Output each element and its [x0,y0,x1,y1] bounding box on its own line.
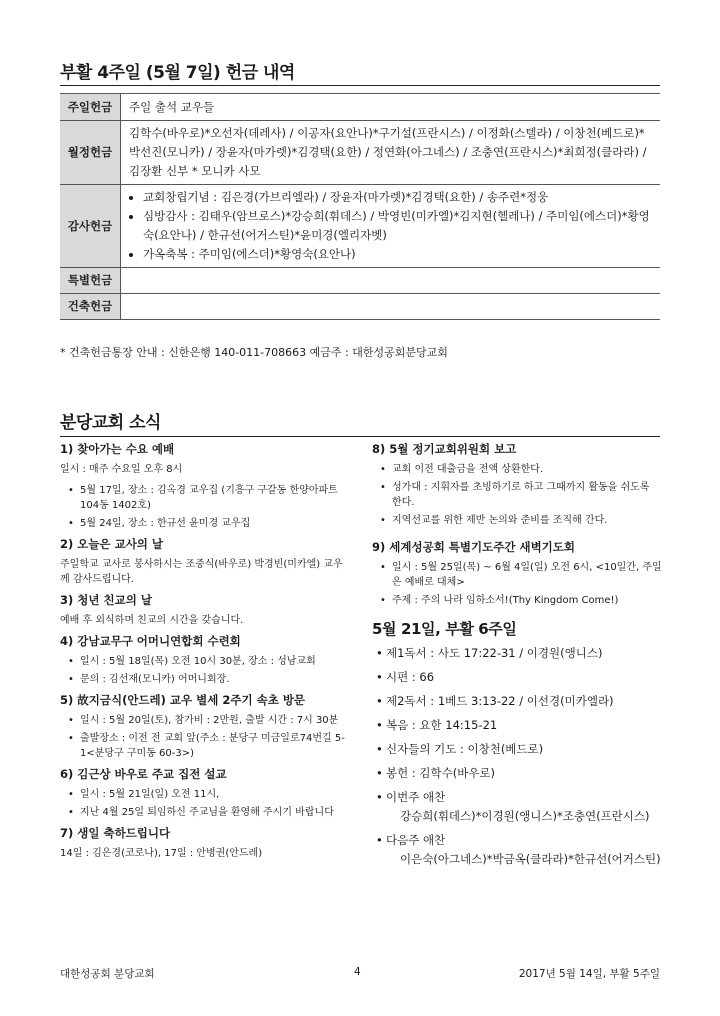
list-item: • 성가대 : 지휘자를 초빙하기로 하고 그때까지 활동을 쉬도록 한다. [382,480,662,510]
news-heading: 6) 김근상 바우로 주교 집전 설교 [60,767,227,781]
footer-church: 대한성공회 분당교회 [60,968,155,980]
title-rule [60,436,660,437]
news-heading: 9) 세계성공회 특별기도주간 새벽기도회 [372,540,576,554]
table-row [60,185,660,268]
title-rule [60,85,660,86]
news-list [60,713,350,761]
list-item: • 교회창립기념 : 김은경(가브리엘라) / 장윤자(마가렛)*김경택(요한) / 송주련*정웅 [143,188,652,207]
row-label: 주일헌금 [60,94,121,121]
table-row [60,294,660,320]
table-row [60,94,660,121]
news-list [60,787,350,820]
list-item: • 주제 : 주의 나라 임하소서!(Thy Kingdom Come!) [382,593,662,608]
next-week-names: 이은숙(아그네스)*박금옥(클라라)*한규선(어거스틴) [400,852,661,866]
list-item [376,789,662,825]
list-item: • 일시 : 5월 25일(목) ~ 6월 4일(일) 오전 6시, <10일간, 주일은 예배로 대체> [382,560,662,590]
row-label: 건축헌금 [60,294,121,320]
offering-table [60,93,660,320]
list-item: • 5월 17일, 장소 : 김옥경 교우집 (기흥구 구갈동 한양아파트 104동 1402호) [70,483,350,513]
table-row [60,268,660,294]
this-week-label: • 이번주 애찬 [386,790,446,804]
list-item: • 5월 24일, 장소 : 한규선 윤미경 교우집 [70,516,350,531]
news-heading: 5) 故지금식(안드레) 교우 별세 2주기 속초 방문 [60,693,306,707]
offering-title: 부활 4주일 (5월 7일) 헌금 내역 [60,63,295,83]
row-content: 김학수(바우로)*오선자(데레사) / 이공자(요안나)*구기설(프란시스) / 이정화(스텔라) / 이창천(베드로)* 박선진(모니카) / 장윤자(마가렛)*김경택(요한) / 정연화(아그네스) / 조충연(프란시스)*최희정(클라라) / 김장환 신부 * 모니카 사모 [121,121,661,185]
row-label: 감사헌금 [60,185,121,268]
next-week-label: • 다음주 애찬 [386,833,446,847]
news-list [60,654,350,687]
list-item: • 시편 : 66 [376,669,662,686]
news-heading: 8) 5월 정기교회위원회 보고 [372,442,517,456]
news-text: 주일학교 교사로 봉사하시는 조중식(바우로) 박경빈(미카엘) 교우께 감사드립니다. [60,559,343,585]
list-item [376,832,662,868]
liturgy-list [372,645,662,868]
row-content [121,268,661,294]
list-item: • 제1독서 : 사도 17:22-31 / 이경원(앵니스) [376,645,662,662]
row-content: 주일 출석 교우들 [121,94,661,121]
account-note: * 건축헌금통장 안내 : 신한은행 140-011-708663 예금주 : 대한성공회분당교회 [60,346,448,359]
this-week-names: 강승희(휘데스)*이경원(앵니스)*조충연(프란시스) [400,809,650,823]
list-item: • 지난 4월 25일 퇴임하신 주교님을 환영해 주시기 바랍니다 [70,805,350,820]
news-heading: 2) 오늘은 교사의 날 [60,537,164,551]
news-heading: 1) 찾아가는 수요 예배 [60,442,175,456]
news-text: 14일 : 김은경(코로나), 17일 : 안병권(안드레) [60,848,263,859]
list-item: • 신자들의 기도 : 이창천(베드로) [376,741,662,758]
next-sunday-title: 5월 21일, 부활 6주일 [372,620,517,638]
row-label: 월정헌금 [60,121,121,185]
news-heading: 3) 청년 친교의 날 [60,593,152,607]
list-item: • 문의 : 김선재(모니카) 어머니회장. [70,672,350,687]
row-content [121,185,661,268]
page-number: 4 [354,966,361,978]
list-item: • 심방감사 : 김태우(암브로스)*강승희(휘데스) / 박영빈(미카엘)*김지현(헬레나) / 주미임(에스더)*황영숙(요안나) / 한규선(어거스틴)*윤미경(엘리자벳) [143,207,652,245]
news-list [60,483,350,531]
news-right-column [372,442,662,875]
news-title: 분당교회 소식 [60,413,161,433]
table-row [60,121,660,185]
list-item: • 지역선교를 위한 제반 논의와 준비를 조직해 간다. [382,513,662,528]
list-item: • 교회 이전 대출금을 전액 상환한다. [382,462,662,477]
news-left-column [60,442,350,867]
row-content [121,294,661,320]
list-item: • 가옥축복 : 주미임(에스더)*황영숙(요안나) [143,245,652,264]
footer-date: 2017년 5월 14일, 부활 5주일 [518,968,660,980]
list-item: • 복음 : 요한 14:15-21 [376,717,662,734]
news-text: 일시 : 매주 수요일 오후 8시 [60,464,183,475]
news-text: 예배 후 외식하며 친교의 시간을 갖습니다. [60,615,244,626]
list-item: • 일시 : 5월 21일(일) 오전 11시, [70,787,350,802]
news-list [372,560,662,608]
list-item: • 일시 : 5월 20일(토), 참가비 : 2만원, 출발 시간 : 7시 30분 [70,713,350,728]
list-item: • 봉헌 : 김학수(바우로) [376,765,662,782]
list-item: • 제2독서 : 1베드 3:13-22 / 이선경(미카엘라) [376,693,662,710]
list-item: • 일시 : 5월 18일(목) 오전 10시 30분, 장소 : 성남교회 [70,654,350,669]
news-heading: 7) 생일 축하드립니다 [60,826,171,840]
list-item: • 출발장소 : 이전 전 교회 앞(주소 : 분당구 미금일로74번길 5-1<분당구 구미동 60-3>) [70,731,350,761]
news-heading: 4) 강남교무구 어머니연합회 수련회 [60,634,241,648]
news-list [372,462,662,528]
row-label: 특별헌금 [60,268,121,294]
